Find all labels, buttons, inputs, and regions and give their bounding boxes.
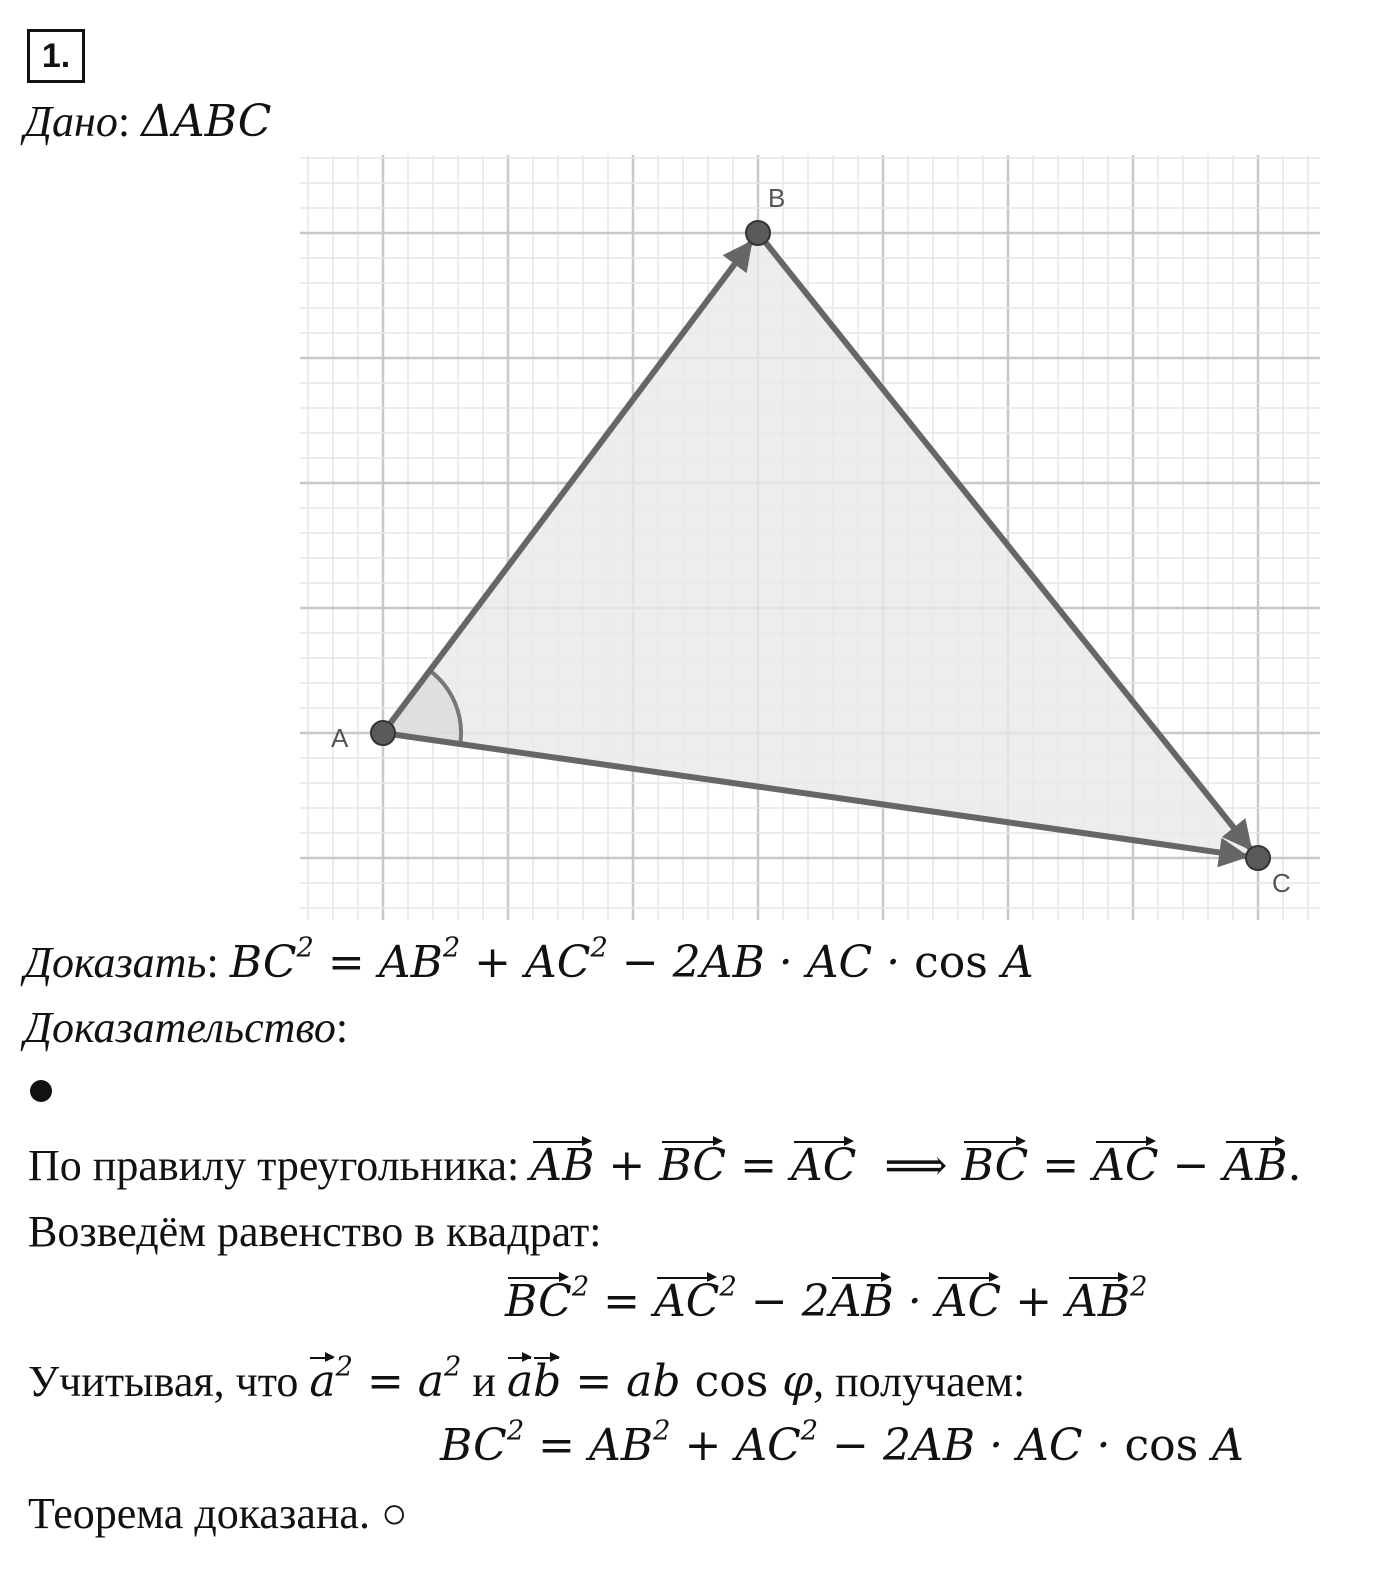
bullet: [30, 1080, 52, 1102]
square-identity: $a^2 = a^2$: [309, 1351, 462, 1407]
point-b: [746, 221, 770, 245]
square-line: Возведём равенство в квадрат:: [28, 1207, 602, 1256]
considering-text: Учитывая, что: [28, 1357, 299, 1406]
prove-label: Доказать: [24, 938, 207, 987]
triangle-rule-text: По правилу треугольника:: [28, 1141, 520, 1190]
proof-heading: Доказательство:: [24, 1003, 349, 1052]
conclusion: Теорема доказана. ○: [28, 1489, 408, 1538]
triangle-fill: [383, 233, 1258, 858]
prove-line: Доказать: $BC^2 = AB^2 + AC^2 - 2AB$ · AC · cos A: [24, 932, 1034, 988]
point-label-b: B: [768, 183, 786, 213]
triangle-rule-line: [28, 1140, 1302, 1191]
getting-text: , получаем:: [813, 1357, 1026, 1406]
triangle-rule-formula: AB + BC = AC ⟹ BC = AC − AB.: [530, 1140, 1302, 1191]
given-label: Дано: [24, 97, 118, 146]
prove-formula: $BC^2 = AB^2 + AC^2 - 2AB$ · AC · cos A: [229, 932, 1034, 988]
considering-line: [28, 1351, 1026, 1407]
point-label-c: C: [1272, 868, 1291, 898]
triangle-figure: [300, 155, 1320, 920]
proof-label: Доказательство: [24, 1003, 336, 1052]
point-label-a: A: [331, 723, 349, 753]
point-c: [1246, 846, 1270, 870]
point-a: [371, 721, 395, 745]
result-formula: $BC^2 = AB^2 + AC^2 - 2AB$ · AC · cos A: [440, 1415, 1244, 1471]
given-object: ΔABC: [141, 96, 272, 147]
squared-formula: $BC^2 = AC^2 - 2AB$ · AC + $AB^2$: [505, 1271, 1148, 1327]
dot-identity: ab = ab cos φ: [506, 1356, 814, 1407]
problem-number: 1.: [27, 29, 85, 83]
given-line: Дано: ΔABC: [24, 96, 272, 147]
and-text: и: [472, 1357, 496, 1406]
